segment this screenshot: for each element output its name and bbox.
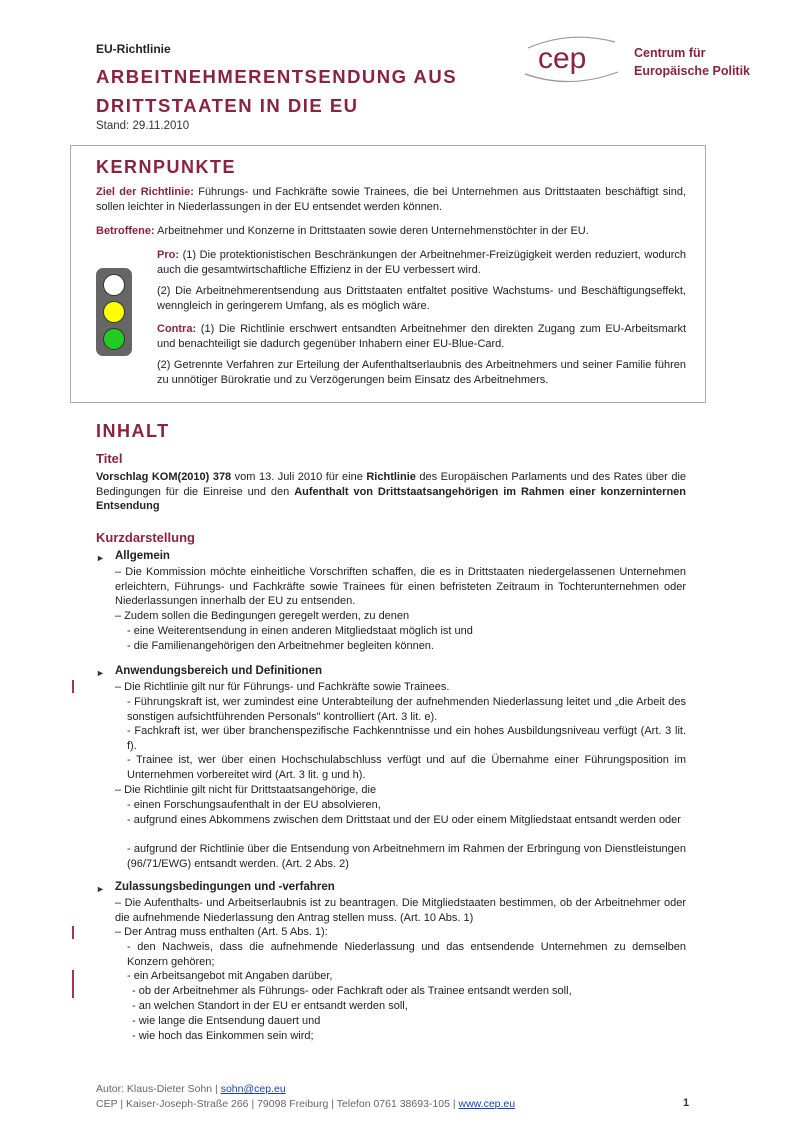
list-item: – Die Richtlinie gilt nicht für Drittstaatsangehörige, die	[115, 784, 377, 796]
pro-1-paragraph	[157, 248, 686, 277]
list-item: - einen Forschungsaufenthalt in der EU absolvieren,	[127, 799, 381, 811]
section-heading-allgemein: Allgemein	[115, 550, 170, 562]
list-item: - wie lange die Entsendung dauert und	[132, 1015, 321, 1027]
title-line-1: ARBEITNEHMERENTSENDUNG AUS	[96, 66, 458, 87]
page-number: 1	[683, 1097, 690, 1109]
cep-logo	[520, 28, 620, 88]
logo-text: cep	[538, 42, 587, 75]
kurzdarstellung-heading: Kurzdarstellung	[96, 530, 195, 545]
pro-2-paragraph: (2) Die Arbeitnehmerentsendung aus Drittstaaten entfaltet positive Wachstums- und Beschäftigungseffekt, wenngleich in geringerem Umfang, als es möglich wäre.	[157, 285, 686, 312]
inhalt-heading: INHALT	[96, 421, 170, 441]
contra-label: Contra:	[157, 323, 197, 335]
titel-richtlinie: Richtlinie	[366, 471, 416, 483]
org-line-2: Europäische Politik	[634, 64, 751, 78]
list-item: - wie hoch das Einkommen sein wird;	[132, 1030, 314, 1042]
list-item: - aufgrund der Richtlinie über die Entsendung von Arbeitnehmern im Rahmen der Erbringung von Dienstleistungen (96/71/EWG) entsandt werden. (Art. 2 Abs. 2)	[127, 843, 686, 870]
traffic-light-green-lamp	[103, 328, 125, 350]
arrow-bullet-icon: ►	[96, 668, 105, 678]
section-heading-zulassung: Zulassungsbedingungen und -verfahren	[115, 881, 335, 893]
list-item: – Die Richtlinie gilt nur für Führungs- und Fachkräfte sowie Trainees.	[115, 681, 450, 693]
website-link[interactable]: www.cep.eu	[458, 1098, 516, 1110]
author-text: Autor: Klaus-Dieter Sohn |	[96, 1083, 221, 1095]
list-item: - eine Weiterentsendung in einen anderen Mitgliedstaat möglich ist und	[127, 625, 473, 637]
list-item: – Die Aufenthalts- und Arbeitserlaubnis ist zu beantragen. Die Mitgliedstaaten bestimmen, ob der Arbeitnehmer oder die aufnehmende Niederlassung den Antrag stellen muss. (Art. 10 Abs. 1)	[115, 897, 686, 924]
list-item: – Der Antrag muss enthalten (Art. 5 Abs. 1):	[115, 926, 328, 938]
list-item: - Fachkraft ist, wer über branchenspezifische Fachkenntnisse und ein hohes Ausbildungsniveau verfügt (Art. 3 lit. f).	[127, 725, 686, 752]
org-line-1: Centrum für	[634, 46, 706, 60]
titel-paragraph	[96, 470, 686, 514]
list-item: – Zudem sollen die Bedingungen geregelt werden, zu denen	[115, 610, 410, 622]
betroffene-paragraph	[96, 224, 686, 239]
change-marker	[72, 680, 74, 693]
section-heading-anwendungsbereich: Anwendungsbereich und Definitionen	[115, 665, 322, 677]
titel-heading: Titel	[96, 451, 123, 466]
document-title	[96, 62, 516, 120]
list-item: - ein Arbeitsangebot mit Angaben darüber,	[127, 970, 333, 982]
betroffene-label: Betroffene:	[96, 225, 155, 237]
footer-address	[96, 1097, 515, 1112]
ziel-label: Ziel der Richtlinie:	[96, 186, 194, 198]
kernpunkte-heading: KERNPUNKTE	[96, 157, 237, 177]
contra-1-text: (1) Die Richtlinie erschwert entsandten Arbeitnehmer den direkten Zugang zum EU-Arbeitsmarkt und benachteiligt sie dadurch gegenüber Inhabern einer EU-Blue-Card.	[157, 323, 686, 350]
list-item: - an welchen Standort in der EU er entsandt werden soll,	[132, 1000, 408, 1012]
footer-author	[96, 1082, 515, 1097]
arrow-bullet-icon: ►	[96, 553, 105, 563]
titel-subject: Aufenthalt von Drittstaatsangehörigen im Rahmen einer konzerninternen Entsendung	[96, 485, 687, 513]
list-item: – Die Kommission möchte einheitliche Vorschriften schaffen, die es in Drittstaaten niedergelassenen Unternehmen erleichtern, Führungs- und Fachkräfte sowie Trainees für einen befristeten Zeitraum in Tochterunternehmen oder Niederlassungen innerhalb der EU zu entsenden.	[115, 566, 686, 608]
change-marker	[72, 970, 74, 998]
list-item: - Führungskraft ist, wer zumindest eine Unterabteilung der aufnehmenden Niederlassung leitet und „die Arbeit des sonstigen aufsichtführenden Personals" kontrolliert (Art. 3 lit. e).	[127, 696, 686, 723]
traffic-light-yellow-lamp	[103, 301, 125, 323]
change-marker	[72, 926, 74, 939]
pro-label: Pro:	[157, 249, 179, 261]
proposal-reference: Vorschlag KOM(2010) 378	[96, 471, 232, 483]
titel-text-b: des Europäischen Parlaments und des Rates über die Bedingungen für die Einreise und den	[96, 471, 687, 498]
author-email-link[interactable]: sohn@cep.eu	[220, 1083, 286, 1095]
title-line-2: DRITTSTAATEN IN DIE EU	[96, 95, 359, 116]
document-date: Stand: 29.11.2010	[96, 120, 190, 132]
ziel-text: Führungs- und Fachkräfte sowie Trainees, die bei Unternehmen aus Drittstaaten beschäftigt sind, sollen leichter in Niederlassungen in der EU entsendet werden können.	[96, 186, 686, 213]
organization-name	[634, 44, 750, 80]
arrow-bullet-icon: ►	[96, 884, 105, 894]
traffic-light-icon	[96, 268, 132, 356]
list-item: - ob der Arbeitnehmer als Führungs- oder Fachkraft oder als Trainee entsandt werden soll,	[132, 985, 572, 997]
contra-1-paragraph	[157, 322, 686, 351]
ziel-paragraph	[96, 185, 686, 214]
document-type: EU-Richtlinie	[96, 42, 171, 56]
list-item: - die Familienangehörigen den Arbeitnehmer begleiten können.	[127, 640, 434, 652]
address-text: CEP | Kaiser-Joseph-Straße 266 | 79098 Freiburg | Telefon 0761 38693-105 |	[96, 1098, 459, 1110]
contra-2-paragraph: (2) Getrennte Verfahren zur Erteilung der Aufenthaltserlaubnis des Arbeitnehmers und seiner Familie führen zu unnötiger Bürokratie und zu Verzögerungen beim Einsatz des Arbeitnehmers.	[157, 359, 686, 386]
list-item: - den Nachweis, dass die aufnehmende Niederlassung und das entsendende Unternehmen zu demselben Konzern gehören;	[127, 941, 686, 968]
footer	[96, 1082, 515, 1112]
traffic-light-white-lamp	[103, 274, 125, 296]
list-item: - Trainee ist, wer über einen Hochschulabschluss verfügt und auf die Übernahme einer Führungsposition im Unternehmen vorbereitet wird (Art. 3 lit. g und h).	[127, 754, 686, 781]
pro-1-text: (1) Die protektionistischen Beschränkungen der Arbeitnehmer-Freizügigkeit werden reduziert, wodurch auch die gesamtwirtschaftliche Effizienz in der EU verbessert wird.	[157, 249, 686, 276]
betroffene-text: Arbeitnehmer und Konzerne in Drittstaaten sowie deren Unternehmenstöchter in der EU.	[157, 225, 589, 237]
titel-text-a: vom 13. Juli 2010 für eine	[231, 471, 367, 483]
list-item: - aufgrund eines Abkommens zwischen dem Drittstaat und der EU oder einem Mitgliedstaat entsandt werden oder	[127, 814, 681, 826]
